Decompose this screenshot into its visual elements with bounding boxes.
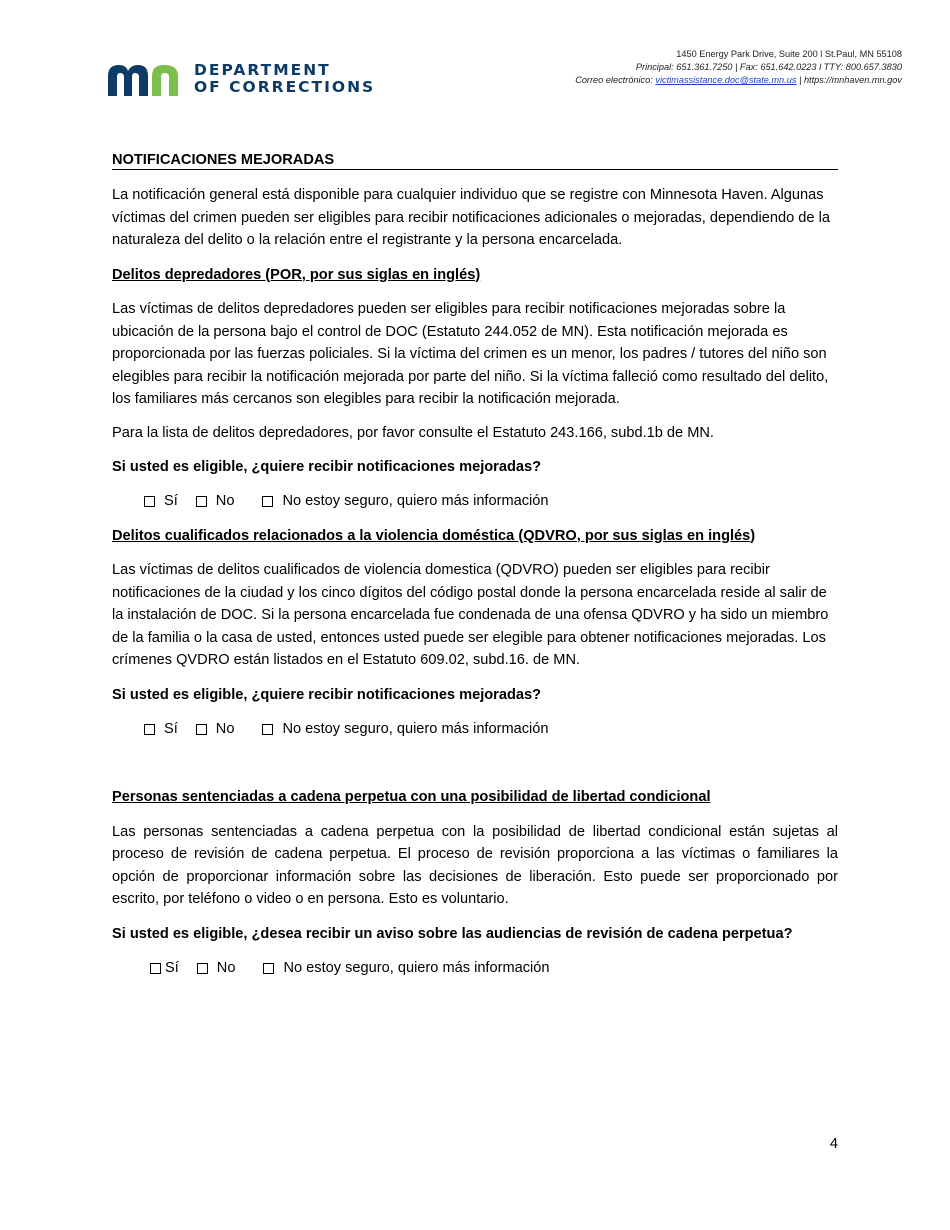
document-body	[112, 151, 838, 979]
contact-block	[575, 48, 902, 87]
qdvro-option-no[interactable]	[196, 718, 235, 741]
checkbox[interactable]	[196, 724, 207, 735]
email-line	[575, 74, 902, 87]
logo-line-2: OF CORRECTIONS	[194, 78, 376, 96]
qdvro-heading-tail: )	[750, 527, 756, 544]
por-options	[112, 491, 838, 513]
checkbox[interactable]	[197, 963, 208, 974]
por-option-yes[interactable]	[144, 490, 178, 513]
qdvro-question: Si usted es eligible, ¿quiere recibir notificaciones mejoradas?	[112, 686, 542, 703]
option-label: Sí	[165, 959, 179, 976]
por-heading: Delitos depredadores (POR, por sus siglas en inglés)	[112, 266, 481, 283]
por-list-note: Para la lista de delitos depredadores, por favor consulte el Estatuto 243.166, subd.1b de MN.	[112, 424, 714, 441]
qdvro-heading-text: Delitos cualificados relacionados a la violencia doméstica (QDVRO, por sus siglas en inglés	[112, 527, 751, 544]
life-heading: Personas sentenciadas a cadena perpetua con una posibilidad de libertad condicional	[112, 789, 711, 805]
qdvro-options	[112, 718, 838, 740]
option-label: Sí	[164, 720, 178, 737]
address: 1450 Energy Park Drive, Suite 200 l St.Paul, MN 55108	[676, 49, 902, 59]
checkbox[interactable]	[144, 496, 155, 507]
life-option-unsure[interactable]	[263, 957, 549, 980]
life-paragraph: Las personas sentenciadas a cadena perpetua con la posibilidad de libertad condicional están sujetas al proceso de revisión de cadena perpetua. El proceso de revisión proporciona a las víctimas o familiares la opción de proporcionar información sobre las decisiones de liberación. Esto puede ser proporcionado por escrito, por teléfono o video o en persona. Esto es voluntario.	[112, 823, 838, 907]
checkbox[interactable]	[150, 963, 161, 974]
option-label: No estoy seguro, quiero más información	[282, 720, 549, 737]
email-label: Correo electrónico:	[575, 75, 656, 85]
logo-wordmark	[194, 62, 375, 96]
option-label: No	[216, 959, 236, 976]
option-label: Sí	[164, 493, 178, 510]
life-option-yes[interactable]	[150, 957, 179, 980]
intro-paragraph: La notificación general está disponible para cualquier individuo que se registre con Minnesota Haven. Algunas víctimas del crimen pueden ser eligibles para recibir notificaciones adicionales o mejoradas, dependiendo de la naturaleza del delito o la relación entre el registrante y la persona encarcelada.	[112, 187, 830, 248]
life-options	[112, 957, 838, 979]
option-label: No estoy seguro, quiero más información	[282, 493, 549, 510]
qdvro-option-yes[interactable]	[144, 718, 178, 741]
checkbox[interactable]	[196, 496, 207, 507]
life-option-no[interactable]	[197, 957, 236, 980]
email-link[interactable]: victimassistance.doc@state.mn.us	[655, 75, 797, 85]
life-question: Si usted es eligible, ¿desea recibir un aviso sobre las audiencias de revisión de cadena perpetua?	[112, 925, 793, 942]
por-question: Si usted es eligible, ¿quiere recibir notificaciones mejoradas?	[112, 459, 542, 475]
phone-numbers: Principal: 651.361.7250 | Fax: 651.642.0223 l TTY: 800.657.3830	[635, 62, 902, 72]
por-paragraph: Las víctimas de delitos depredadores pueden ser eligibles para recibir notificaciones mejoradas sobre la ubicación de la persona bajo el control de DOC (Estatuto 244.052 de MN). Esta notificación mejorada es proporcionada por las fuerzas policiales. Si la víctima del crimen es un menor, los padres / tutores del niño son elegibles para recibir la notificación mejorada por parte del niño. Si la víctima falleció como resultado del delito, los familiares más cercanos son elegibles para recibir la notificación mejorada.	[112, 301, 829, 407]
qdvro-paragraph: Las víctimas de delitos cualificados de violencia domestica (QDVRO) pueden ser eligibles para recibir notificaciones de la ciudad y los cinco dígitos del código postal donde la persona encarcelada reside al salir de la instalación de DOC. Si la persona encarcelada fue condenada de una ofensa QDVRO y ha sido un miembro de la familia o la casa de usted, entonces usted puede ser elegible para obtener notificaciones mejoradas. Los crímenes QVDRO están listados en el Estatuto 609.02, subd.16. de MN.	[112, 562, 829, 668]
checkbox[interactable]	[263, 963, 274, 974]
checkbox[interactable]	[262, 496, 273, 507]
logo-line-1: DEPARTMENT	[194, 61, 331, 79]
option-label: No	[215, 720, 235, 737]
website[interactable]: https://mnhaven.mn.gov	[803, 75, 902, 85]
section-title: NOTIFICACIONES MEJORADAS	[112, 151, 838, 170]
option-label: No	[215, 493, 235, 510]
mn-logo-icon	[106, 62, 182, 96]
contact-separator: |	[796, 75, 804, 85]
checkbox[interactable]	[262, 724, 273, 735]
por-option-unsure[interactable]	[262, 490, 548, 513]
mn-doc-logo	[106, 62, 375, 96]
qdvro-heading	[112, 525, 838, 548]
option-label: No estoy seguro, quiero más información	[283, 959, 550, 976]
page-number: 4	[829, 1136, 838, 1152]
qdvro-option-unsure[interactable]	[262, 718, 548, 741]
checkbox[interactable]	[144, 724, 155, 735]
por-option-no[interactable]	[196, 490, 235, 513]
